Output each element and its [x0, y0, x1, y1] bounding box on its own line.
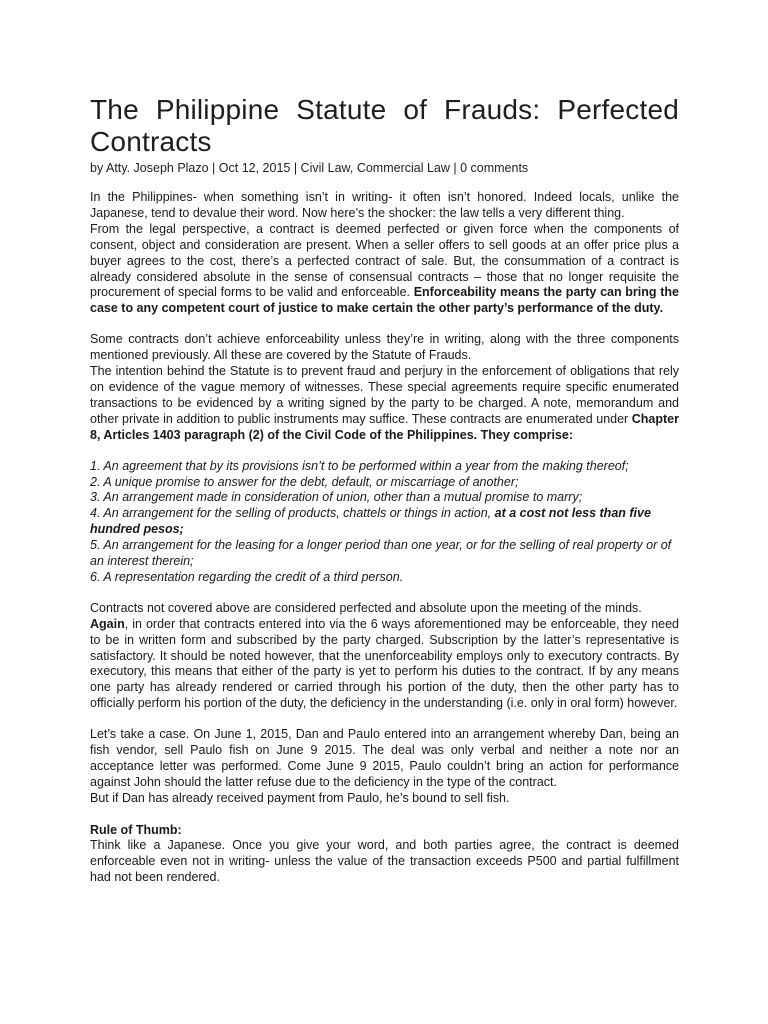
paragraph-again [90, 617, 679, 712]
paragraph-payment: But if Dan has already received payment from Paulo, he’s bound to sell fish. [90, 790, 510, 805]
article [90, 94, 679, 885]
paragraph-bold: Chapter 8, Articles 1403 paragraph (2) of the Civil Code of the Philippines. They comprise: [90, 411, 679, 442]
list-item: 2. A unique promise to answer for the debt, default, or miscarriage of another; [90, 474, 519, 489]
paragraph-intro: In the Philippines- when something isn’t in writing- it often isn’t honored. Indeed locals, unlike the Japanese, tend to devalue their word. Now here’s the shocker: the law tells a very different thing. [90, 190, 679, 220]
list-item-text: 4. An arrangement for the selling of products, chattels or things in action, [90, 506, 495, 521]
list-item: 1. An agreement that by its provisions isn’t to be performed within a year from the making thereof; [90, 458, 629, 473]
enumerated-list [90, 459, 679, 586]
paragraph-legal-perspective [90, 222, 679, 317]
paragraph-text: From the legal perspective, a contract is deemed perfected or given force when the components of consent, object and consideration are present. When a seller offers to sell goods at an offer price plus a buyer agrees to the cost, there’s a perfected contract of sale. But, the consummation of a contract is already considered absolute in the sense of consensual contracts – those that no longer requisite the procurement of special forms to be valid and enforceable. [90, 221, 679, 300]
paragraph-enforceability: Some contracts don’t achieve enforceability unless they’re in writing, along with the three components mentioned previously. All these are covered by the Statute of Frauds. [90, 332, 679, 363]
paragraph-bold: Enforceability means the party can bring the case to any competent court of justice to make certain the other party’s performance of the duty. [90, 285, 679, 316]
list-item: 5. An arrangement for the leasing for a longer period than one year, or for the selling of real property or of an interest therein; [90, 538, 672, 569]
article-byline: by Atty. Joseph Plazo | Oct 12, 2015 | Civil Law, Commercial Law | 0 comments [90, 161, 529, 175]
list-item: 6. A representation regarding the credit of a third person. [90, 569, 404, 584]
rule-of-thumb-heading: Rule of Thumb: [90, 822, 182, 837]
list-item-bold: at a cost not less than five hundred pesos; [90, 506, 651, 537]
paragraph-rule-of-thumb: Think like a Japanese. Once you give your word, and both parties agree, the contract is deemed enforceable even not in writing- unless the value of the transaction exceeds P500 and partial fulfillment had not been rendered. [90, 837, 679, 884]
paragraph-text: The intention behind the Statute is to prevent fraud and perjury in the enforcement of obligations that rely on evidence of the vague memory of witnesses. These special agreements require specific enumerated transactions to be evidenced by a writing signed by the party to be charged. A note, memorandum and other private in addition to public instruments may suffice. These contracts are enumerated under [90, 364, 679, 426]
list-item [90, 506, 679, 538]
paragraph-case: Let’s take a case. On June 1, 2015, Dan and Paulo entered into an arrangement whereby Dan, being an fish vendor, sell Paulo fish on June 9 2015. The deal was only verbal and neither a note nor an acceptance letter was performed. Come June 9 2015, Paulo couldn’t bring an action for performance against John should the latter refuse due to the deficiency in the type of the contract. [90, 727, 679, 789]
paragraph-bold: Again [90, 616, 125, 631]
paragraph-not-covered: Contracts not covered above are considered perfected and absolute upon the meeting of the minds. [90, 600, 642, 615]
paragraph-statute-intention [90, 364, 679, 444]
article-title: The Philippine Statute of Frauds: Perfected Contracts [90, 94, 679, 157]
paragraph-text: , in order that contracts entered into via the 6 ways aforementioned may be enforceable, they need to be in written form and subscribed by the party charged. Subscription by the latter’s representative is satisfactory. It should be noted however, that the unenforceability employs only to executory contracts. By executory, this means that either of the party is yet to perform his duties to the contract. If by any means one party has already rendered or carried through his portion of the duty, then the other party has to officially perform his portion of the duty, the deficiency in the understanding (i.e. only in oral form) however. [90, 616, 679, 711]
list-item: 3. An arrangement made in consideration of union, other than a mutual promise to marry; [90, 490, 583, 505]
